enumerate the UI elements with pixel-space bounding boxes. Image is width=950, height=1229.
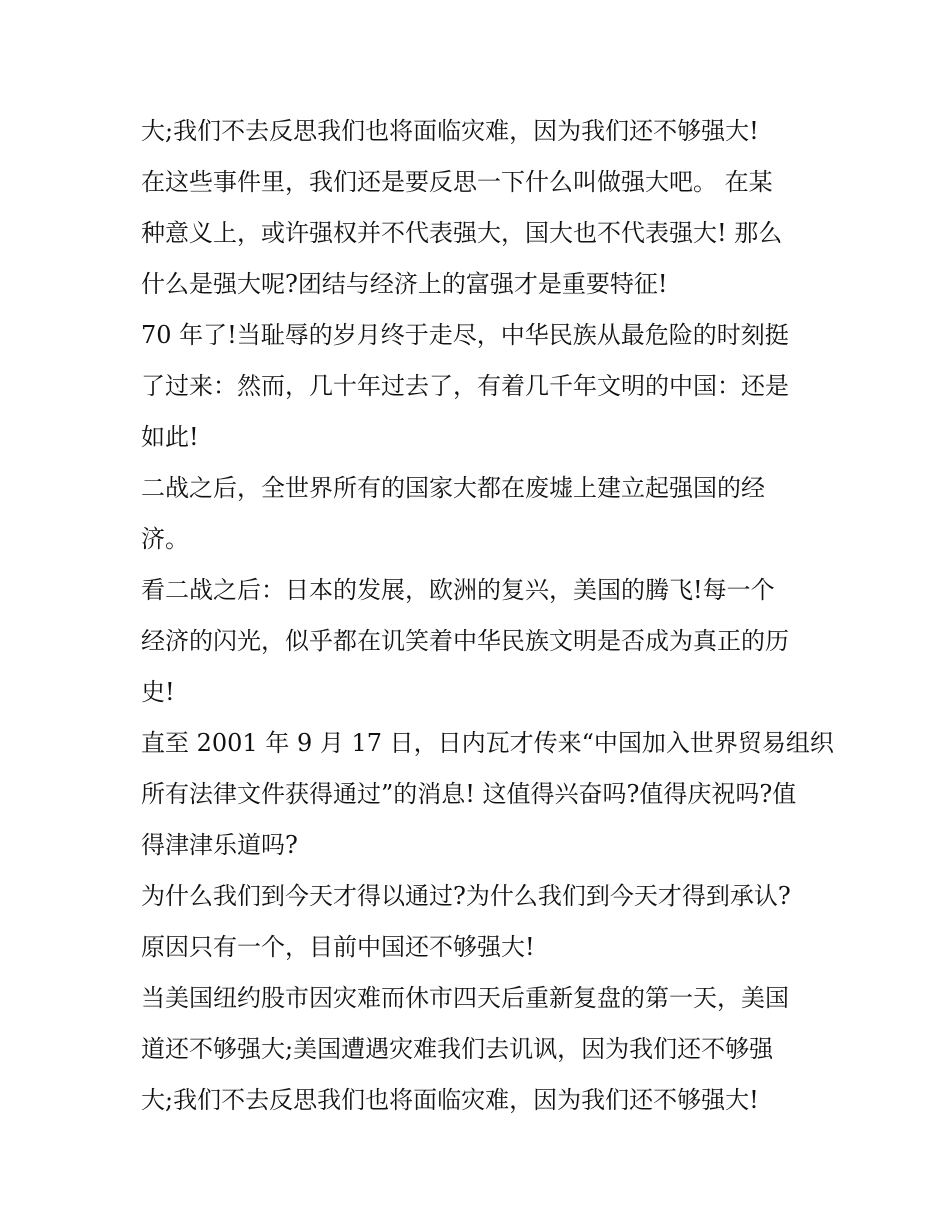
text-line: 在这些事件里，我们还是要反思一下什么叫做强大吧。 在某: [141, 168, 773, 196]
text-line: 直至 2001 年 9 月 17 日，日内瓦才传来“中国加入世界贸易组织: [141, 729, 834, 757]
text-line: 为什么我们到今天才得以通过?为什么我们到今天才得到承认?: [141, 882, 791, 910]
text-line: 种意义上，或许强权并不代表强大，国大也不代表强大! 那么: [141, 219, 783, 247]
text-line: 70 年了!当耻辱的岁月终于走尽，中华民族从最危险的时刻挺: [141, 321, 789, 349]
text-line: 大;我们不去反思我们也将面临灾难，因为我们还不够强大!: [141, 117, 759, 145]
text-line: 当美国纽约股市因灾难而休市四天后重新复盘的第一天，美国: [141, 984, 789, 1012]
text-line: 什么是强大呢?团结与经济上的富强才是重要特征!: [141, 270, 668, 298]
text-line: 所有法律文件获得通过”的消息! 这值得兴奋吗?值得庆祝吗?值: [141, 780, 797, 808]
text-line: 济。: [141, 525, 189, 553]
text-line: 大;我们不去反思我们也将面临灾难，因为我们还不够强大!: [141, 1086, 759, 1114]
text-line: 了过来：然而，几十年过去了，有着几千年文明的中国：还是: [141, 372, 789, 400]
text-line: 经济的闪光，似乎都在讥笑着中华民族文明是否成为真正的历: [141, 627, 789, 655]
text-line: 道还不够强大;美国遭遇灾难我们去讥讽，因为我们还不够强: [141, 1035, 774, 1063]
text-line: 原因只有一个，目前中国还不够强大!: [141, 933, 535, 961]
text-line: 看二战之后：日本的发展，欧洲的复兴，美国的腾飞!每一个: [141, 576, 775, 604]
text-line: 史!: [141, 678, 175, 706]
body-text: [141, 106, 834, 1126]
text-line: 得津津乐道吗?: [141, 831, 298, 859]
text-line: 如此!: [141, 423, 199, 451]
text-line: 二战之后，全世界所有的国家大都在废墟上建立起强国的经: [141, 474, 765, 502]
